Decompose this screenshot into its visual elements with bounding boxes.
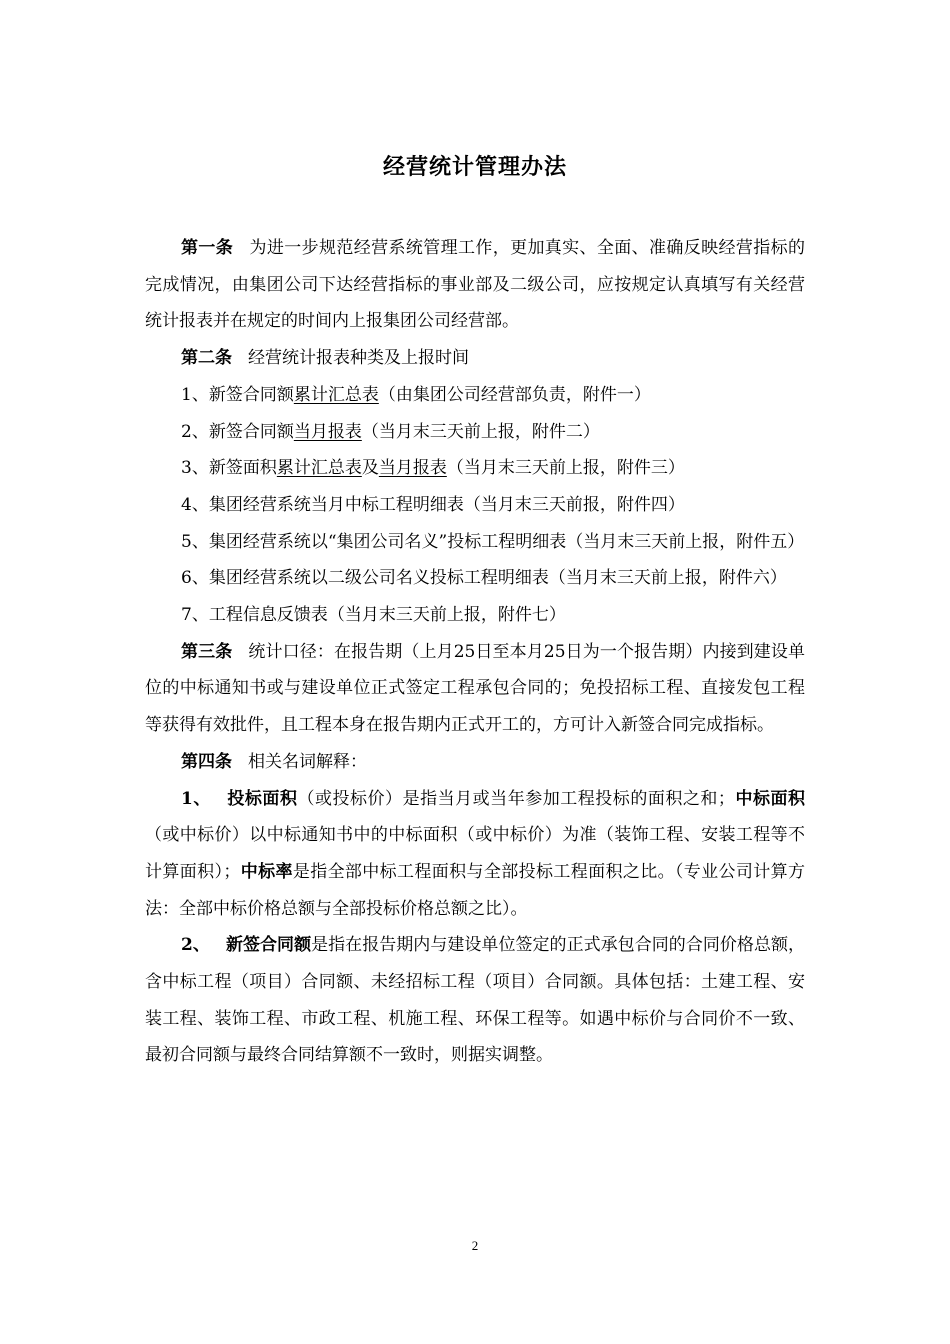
document-title: 经营统计管理办法	[382, 155, 567, 180]
item-1-text: 1、新签合同额	[181, 384, 294, 405]
term-winning-rate: 中标率	[240, 861, 293, 882]
article-4-label: 第四条	[181, 751, 232, 772]
item-3-joiner: 及	[361, 458, 379, 479]
article-2-item-5: 5、集团经营系统以“集团公司名义”投标工程明细表（当月末三天前上报，附件五）	[181, 531, 805, 552]
definition-1-text-3: 是指全部中标工程面积与全部投标工程面积之比。（专业公司计算方法：全部中标价格总额与全部投标价格总额之比）。	[145, 861, 806, 919]
item-3-underlined-1: 累计汇总表	[276, 458, 362, 479]
article-2-item-3	[145, 450, 805, 487]
article-3-text: 统计口径：在报告期（上月25日至本月25日为一个报告期）内接到建设单位的中标通知书或与建设单位正式签定工程承包合同的；免投招标工程、直接发包工程等获得有效批件，且工程本身在报告期内正式开工的，方可计入新签合同完成指标。	[145, 641, 806, 736]
definition-1-text-2: （或中标价）以中标通知书中的中标面积（或中标价）为准（装饰工程、安装工程等不计算面积）；	[145, 825, 805, 882]
definition-1-number: 1、	[181, 788, 211, 809]
article-4	[145, 744, 805, 781]
article-1-text: 为进一步规范经营系统管理工作，更加真实、全面、准确反映经营指标的完成情况，由集团公司下达经营指标的事业部及二级公司，应按规定认真填写有关经营统计报表并在规定的时间内上报集团公司经营部。	[145, 238, 806, 332]
item-3-underlined-2: 当月报表	[378, 458, 447, 479]
item-2-note: （当月末三天前上报，附件二）	[361, 421, 600, 442]
article-2-item-1	[145, 377, 805, 414]
definition-1-text-1: （或投标价）是指当月或当年参加工程投标的面积之和；	[297, 788, 735, 809]
page-number: 2	[471, 1238, 479, 1253]
term-winning-area: 中标面积	[734, 788, 805, 809]
article-2	[145, 340, 805, 377]
item-2-underlined: 当月报表	[293, 421, 362, 442]
item-1-note: （由集团公司经营部负责，附件一）	[378, 384, 651, 405]
article-3	[145, 634, 805, 744]
term-new-contract-amount: 新签合同额	[225, 935, 312, 956]
item-3-note: （当月末三天前上报，附件三）	[446, 458, 685, 479]
term-bid-area: 投标面积	[226, 788, 298, 809]
article-2-label: 第二条	[181, 348, 232, 369]
definition-1	[145, 781, 805, 928]
article-1-label: 第一条	[181, 238, 234, 258]
item-1-underlined: 累计汇总表	[293, 384, 379, 405]
document-body	[145, 230, 805, 1074]
article-4-text: 相关名词解释：	[248, 751, 367, 772]
article-2-item-7: 7、工程信息反馈表（当月末三天前上报，附件七）	[181, 605, 566, 626]
definition-2-number: 2、	[181, 935, 210, 956]
definition-2-text: 是指在报告期内与建设单位签定的正式承包合同的合同价格总额，含中标工程（项目）合同额、未经招标工程（项目）合同额。具体包括：土建工程、安装工程、装饰工程、市政工程、机施工程、环保工程等。如遇中标价与合同价不一致、最初合同额与最终合同结算额不一致时，则据实调整。	[145, 935, 806, 1066]
item-3-text: 3、新签面积	[181, 458, 277, 479]
article-2-item-4: 4、集团经营系统当月中标工程明细表（当月末三天前报，附件四）	[181, 494, 685, 515]
article-3-label: 第三条	[181, 641, 233, 662]
article-1	[145, 230, 805, 340]
article-2-text: 经营统计报表种类及上报时间	[248, 348, 469, 369]
item-2-text: 2、新签合同额	[181, 421, 294, 442]
article-2-item-2	[145, 414, 805, 451]
article-2-item-6: 6、集团经营系统以二级公司名义投标工程明细表（当月末三天前上报，附件六）	[181, 568, 787, 589]
definition-2	[145, 927, 805, 1074]
